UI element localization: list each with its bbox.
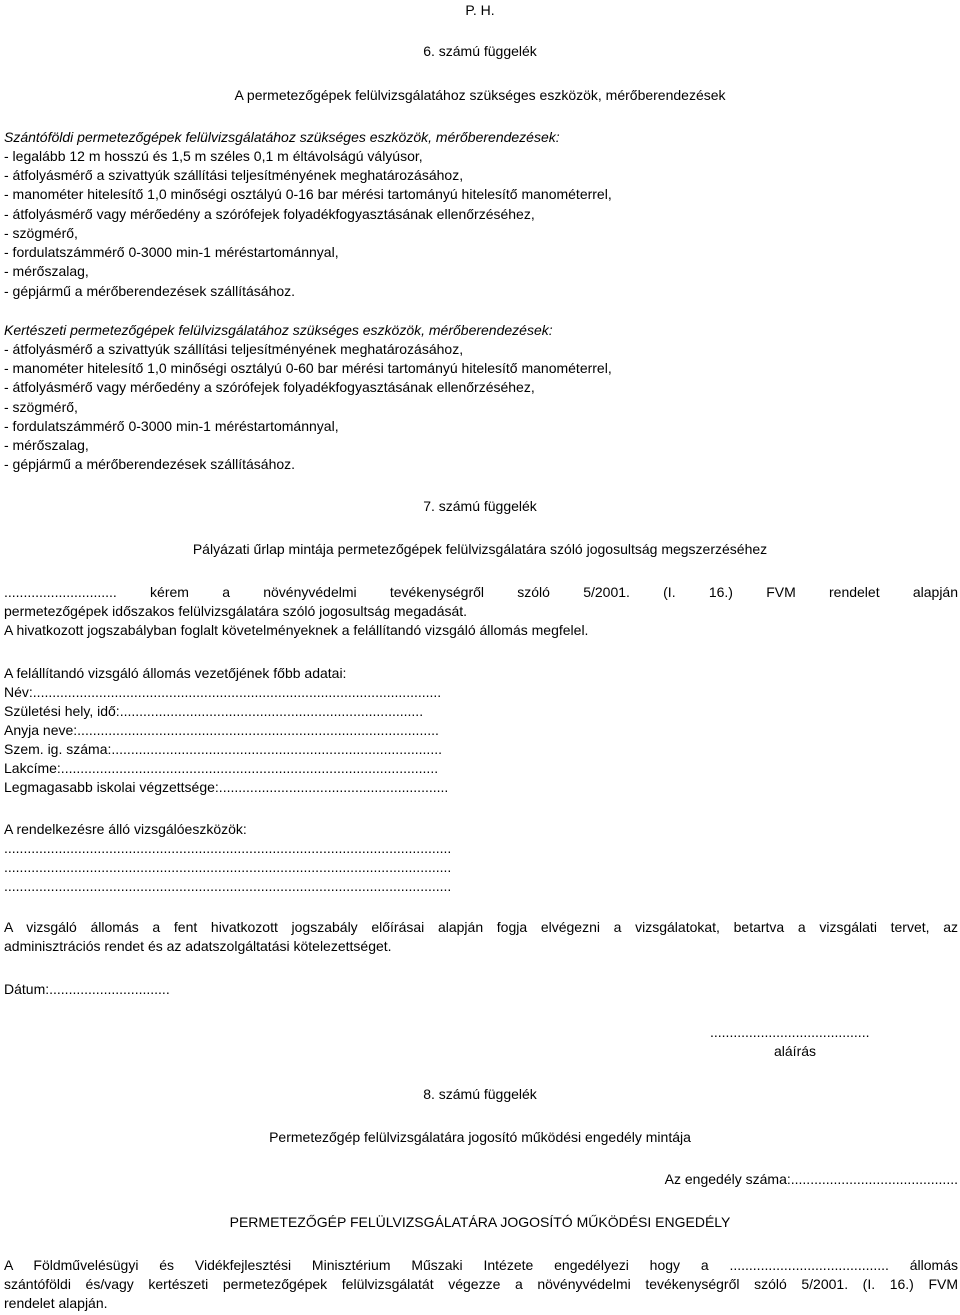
list-item: - fordulatszámmérő 0-3000 min-1 méréstartománnyal, — [4, 244, 339, 260]
appendix-8-subtitle: Permetezőgép felülvizsgálatára jogosító működési engedély mintája — [269, 1129, 691, 1145]
list-item: - szögmérő, — [4, 225, 78, 241]
permit-body-line: A Földművelésügyi és Vidékfejlesztési Minisztérium Műszaki Intézete engedélyezi hogy a ......................................... állomás — [4, 1257, 958, 1273]
signature-label: aláírás — [774, 1043, 817, 1059]
list-item: - legalább 12 m hosszú és 1,5 m széles 0,1 m éltávolságú vályúsor, — [4, 148, 423, 164]
tools-line: ................................................................................................................... — [4, 859, 452, 875]
permit-heading: PERMETEZŐGÉP FELÜLVIZSGÁLATÁRA JOGOSÍTÓ MŰKÖDÉSI ENGEDÉLY — [229, 1214, 731, 1230]
date-field: Dátum:............................... — [4, 981, 170, 997]
form-field-birth: Születési hely, idő:.............................................................................. — [4, 703, 424, 719]
list-item: - átfolyásmérő a szivattyúk szállítási teljesítményének meghatározásához, — [4, 167, 464, 183]
form-field-address: Lakcíme:................................................................................................. — [4, 760, 439, 776]
list-item: - átfolyásmérő vagy mérőedény a szórófejek folyadékfogyasztásának ellenőrzéséhez, — [4, 379, 535, 395]
tools-heading: A rendelkezésre álló vizsgálóeszközök: — [4, 821, 247, 837]
header-initials: P. H. — [465, 2, 495, 18]
list-item: - gépjármű a mérőberendezések szállításához. — [4, 456, 296, 472]
appendix-7-title: 7. számú függelék — [423, 498, 537, 514]
statement-line: A vizsgáló állomás a fent hivatkozott jogszabály előírásai alapján fogja elvégezni a vizsgálatokat, betartva a vizsgálati tervet, az — [4, 919, 958, 935]
garden-sprayers-heading: Kertészeti permetezőgépek felülvizsgálatához szükséges eszközök, mérőberendezések: — [4, 322, 553, 338]
application-intro-line: permetezőgépek időszakos felülvizsgálatára szóló jogosultság megadását. — [4, 603, 468, 619]
application-intro-line: ............................. kérem a növényvédelmi tevékenységről szóló 5/2001. (I. 16.) FVM rendelet alapján — [4, 584, 958, 600]
signature-line: ......................................... — [710, 1024, 870, 1040]
appendix-6-title: 6. számú függelék — [423, 43, 537, 59]
list-item: - manométer hitelesítő 1,0 minőségi osztályú 0-16 bar mérési tartományú hitelesítő manométerrel, — [4, 186, 612, 202]
list-item: - fordulatszámmérő 0-3000 min-1 méréstartománnyal, — [4, 418, 339, 434]
appendix-6-subtitle: A permetezőgépek felülvizsgálatához szükséges eszközök, mérőberendezések — [234, 87, 726, 103]
list-item: - mérőszalag, — [4, 437, 89, 453]
permit-number-field: Az engedély száma:........................................... — [664, 1171, 958, 1187]
form-field-name: Név:......................................................................................................... — [4, 684, 442, 700]
station-leader-heading: A felállítandó vizsgáló állomás vezetőjének főbb adatai: — [4, 665, 347, 681]
list-item: - szögmérő, — [4, 399, 78, 415]
list-item: - gépjármű a mérőberendezések szállításához. — [4, 283, 296, 299]
list-item: - mérőszalag, — [4, 263, 89, 279]
list-item: - átfolyásmérő a szivattyúk szállítási teljesítményének meghatározásához, — [4, 341, 464, 357]
form-field-mother-name: Anyja neve:............................................................................................. — [4, 722, 439, 738]
appendix-8-title: 8. számú függelék — [423, 1086, 537, 1102]
permit-body-line: szántóföldi és/vagy kertészeti permetezőgépek felülvizsgálatát végezze a növényvédelmi tevékenységről szóló 5/2001. (I. 16.) FVM — [4, 1276, 958, 1292]
permit-body-line: rendelet alapján. — [4, 1295, 108, 1311]
tools-line: ................................................................................................................... — [4, 840, 452, 856]
statement-line: adminisztrációs rendet és az adatszolgáltatási kötelezettséget. — [4, 938, 392, 954]
application-intro-line: A hivatkozott jogszabályban foglalt követelményeknek a felállítandó vizsgáló állomás megfelel. — [4, 622, 589, 638]
list-item: - manométer hitelesítő 1,0 minőségi osztályú 0-60 bar mérési tartományú hitelesítő manométerrel, — [4, 360, 612, 376]
tools-line: ................................................................................................................... — [4, 878, 452, 894]
form-field-id-number: Szem. ig. száma:..................................................................................... — [4, 741, 442, 757]
appendix-7-subtitle: Pályázati űrlap mintája permetezőgépek felülvizsgálatára szóló jogosultság megszerzéséhez — [192, 541, 768, 557]
list-item: - átfolyásmérő vagy mérőedény a szórófejek folyadékfogyasztásának ellenőrzéséhez, — [4, 206, 535, 222]
form-field-education: Legmagasabb iskolai végzettsége:........................................................... — [4, 779, 449, 795]
field-sprayers-heading: Szántóföldi permetezőgépek felülvizsgálatához szükséges eszközök, mérőberendezések: — [4, 129, 560, 145]
